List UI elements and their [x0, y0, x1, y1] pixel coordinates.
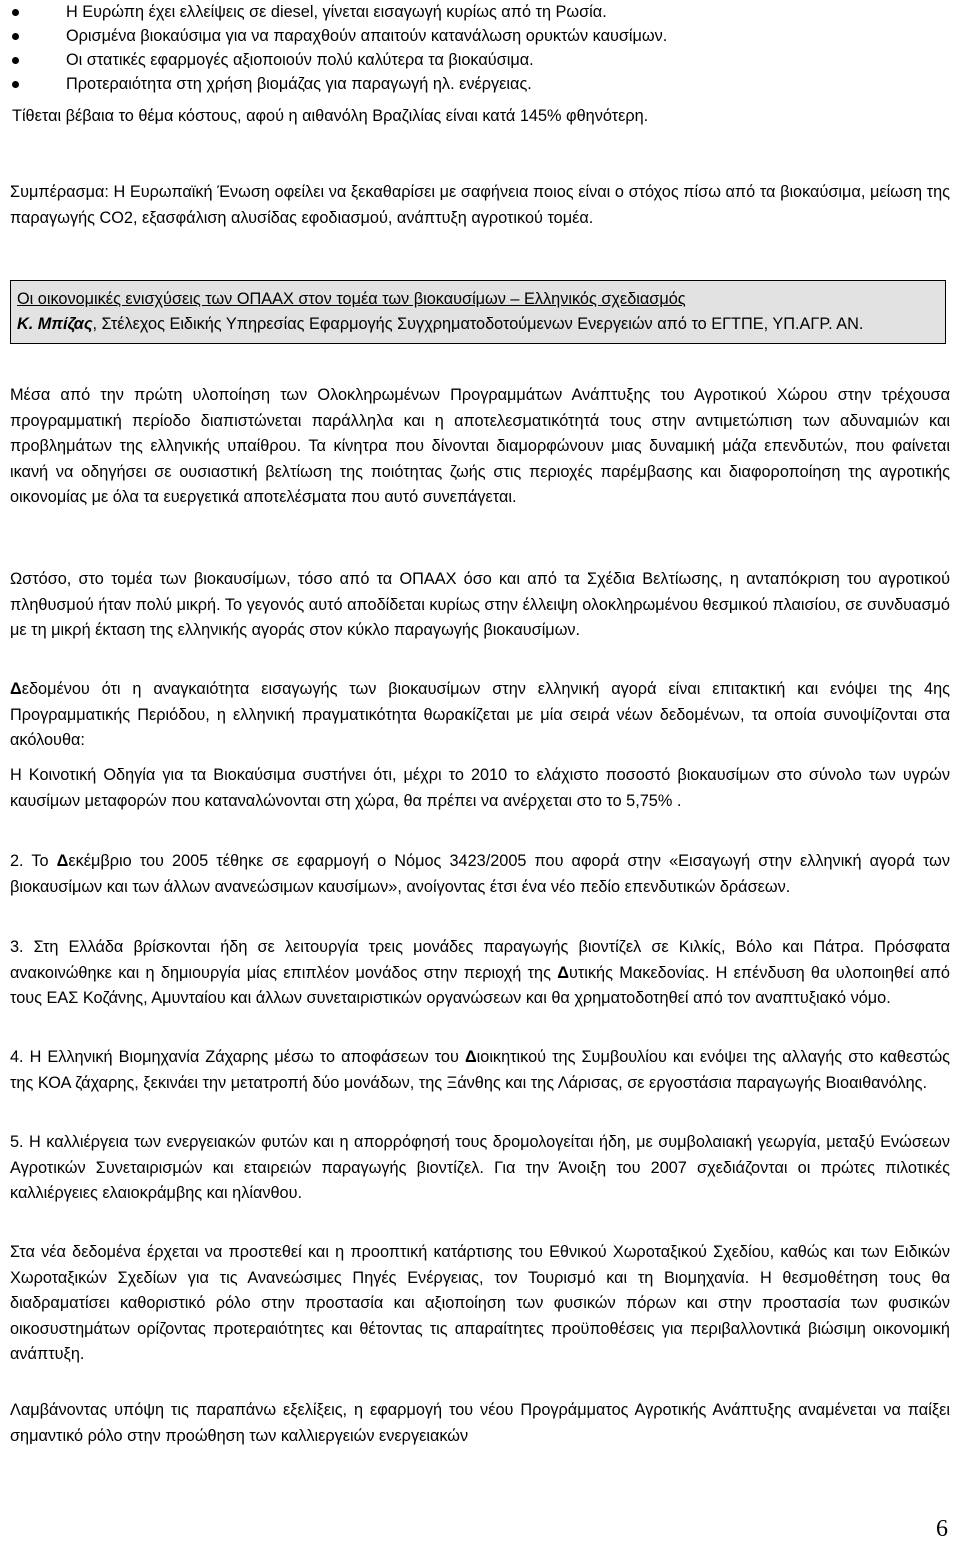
paragraph-text: Μέσα από την πρώτη υλοποίηση των Ολοκληρωμένων Προγραμμάτων Ανάπτυξης του Αγροτικού Χώρου στην τρέχουσα προγραμματική περίοδο διαπιστώνεται παράλληλα και η αποτελεσματικότητά τους στην αντιμετώπιση των αδυναμιών και προβλημάτων της ελληνικής υπαίθρου. Τα κίνητρα που δίνονται διαμορφώνουν μιας δυναμική μάζα επενδυτών, που φαίνεται ικανή να οδηγήσει σε ουσιαστική βελτίωση της ποιότητας ζωής στις περιοχές παρέμβασης και διαφοροποίηση της αγροτικής οικονομίας με όλα τα ευεργετικά αποτελέσματα που αυτό συνεπάγεται. [10, 386, 950, 506]
drop-letter: Δ [10, 680, 22, 698]
bullet-icon [12, 57, 19, 64]
conclusion-text: Συμπέρασμα: Η Ευρωπαϊκή Ένωση οφείλει να ξεκαθαρίσει με σαφήνεια ποιος είναι ο στόχος πίσω από τα βιοκαύσιμα, μείωση της παραγωγής CO2, εξασφάλιση αλυσίδας εφοδιασμού, ανάπτυξη αγροτικού τομέα. [10, 183, 950, 227]
drop-letter: Δ [557, 963, 569, 982]
bullet-text: Προτεραιότητα στη χρήση βιομάζας για παραγωγή ηλ. ενέργειας. [66, 75, 532, 93]
bullet-icon [12, 81, 19, 88]
author-name: Κ. Μπίζας [17, 315, 93, 333]
paragraph-text: Ωστόσο, στο τομέα των βιοκαυσίμων, τόσο από τα ΟΠΑΑΧ όσο και από τα Σχέδια Βελτίωσης, η ανταπόκριση του αγροτικού πληθυσμού ήταν πολύ μικρή. Το γεγονός αυτό αποδίδεται κυρίως στην έλλειψη ολοκληρωμένου θεσμικού πλαισίου, σε συνδυασμό με τη μικρή έκταση της ελληνικής αγοράς στον κύκλο παραγωγής βιοκαυσίμων. [10, 570, 950, 639]
paragraph-body: 3. Στη Ελλάδα βρίσκονται ήδη σε λειτουργία τρεις μονάδες παραγωγής βιοντίζελ σε Κιλκίς, Βόλο και Πάτρα. Πρόσφατα ανακοινώθηκε και η δημιουργία μίας επιπλέον μονάδος στην περιοχή της [10, 938, 950, 982]
paragraph-10 [10, 1398, 950, 1449]
cost-note: Τίθεται βέβαια το θέμα κόστους, αφού η αιθανόλη Βραζιλίας είναι κατά 145% φθηνότερη. [12, 107, 649, 125]
paragraph-9 [10, 1240, 950, 1368]
paragraph-text [10, 935, 950, 1012]
bullet-list [12, 0, 952, 128]
paragraph-body: εδομένου ότι η αναγκαιότητα εισαγωγής των βιοκαυσίμων στην ελληνική αγορά είναι επιτακτική και ενόψει της 4ης Προγραμματικής Περιόδου, η ελληνική πραγματικότητα θωρακίζεται με μία σειρά νέων δεδομένων, τα οποία συνοψίζονται στα ακόλουθα: [10, 680, 950, 749]
bullet-text: Οι στατικές εφαρμογές αξιοποιούν πολύ καλύτερα τα βιοκαύσιμα. [66, 51, 534, 69]
paragraph-text: Λαμβάνοντας υπόψη τις παραπάνω εξελίξεις, η εφαρμογή του νέου Προγράμματος Αγροτικής Ανάπτυξης αναμένεται να παίξει σημαντικό ρόλο στην προώθηση των καλλιεργειών ενεργειακών [10, 1401, 950, 1445]
paragraph-text: Στα νέα δεδομένα έρχεται να προστεθεί και η προοπτική κατάρτισης του Εθνικού Χωροταξικού Σχεδίου, καθώς και των Ειδικών Χωροταξικών Σχεδίων για τις Ανανεώσιμες Πηγές Ενέργειας, τον Τουρισμό και τη Βιομηχανία. Η θεσμοθέτηση τους θα διαδραματίσει καθοριστικό ρόλο στην προστασία και αξιοποίηση των φυσικών πόρων και στην προστασία των φυσικών οικοσυστημάτων ορίζοντας προτεραιότητες και θέτοντας τις απαραίτητες προϋποθέσεις για περιβαλλοντικά βιώσιμη οικονομική ανάπτυξη. [10, 1243, 950, 1363]
paragraph-3 [10, 677, 950, 754]
paragraph-body: υτικής Μακεδονίας. Η επένδυση θα υλοποιηθεί από τους ΕΑΣ Κοζάνης, Αμυνταίου και άλλων συνεταιριστικών οργανώσεων και θα χρηματοδοτηθεί από τον αναπτυξιακό νόμο. [10, 963, 950, 1007]
conclusion-paragraph [10, 180, 950, 231]
paragraph-text [10, 849, 950, 900]
list-item [12, 24, 952, 48]
paragraph-text [10, 677, 950, 754]
article-author [17, 312, 939, 337]
paragraph-body: ιοικητικού της Συμβουλίου και ενόψει της αλλαγής στο καθεστώς της ΚΟΑ ζάχαρης, ξεκινάει την μετατροπή δύο μονάδων, της Ξάνθης και της Λάρισας, σε εργοστάσια παραγωγής Βιοαιθανόλης. [10, 1048, 951, 1092]
paragraph-text [10, 1045, 950, 1096]
bullet-text: Ορισμένα βιοκαύσιμα για να παραχθούν απαιτούν κατανάλωση ορυκτών καυσίμων. [66, 27, 668, 45]
article-header-box [10, 280, 946, 344]
bullet-icon [12, 33, 19, 40]
drop-letter: Δ [464, 1048, 477, 1066]
paragraph-body: εκέμβριο του 2005 τέθηκε σε εφαρμογή ο Νόμος 3423/2005 που αφορά στην «Εισαγωγή στην ελληνική αγορά των βιοκαυσίμων και των άλλων ανανεώσιμων καυσίμων», ανοίγοντας έτσι ένα νέο πεδίο επενδυτικών δράσεων. [10, 852, 950, 896]
paragraph-8 [10, 1130, 950, 1207]
paragraph-1 [10, 383, 950, 511]
paragraph-7 [10, 1045, 950, 1096]
paragraph-body: 2. Το [10, 852, 57, 870]
paragraph-4 [10, 763, 950, 814]
list-item [12, 0, 952, 24]
paragraph-6 [10, 935, 950, 1012]
drop-letter: Δ [56, 852, 69, 870]
bullet-text: Η Ευρώπη έχει ελλείψεις σε diesel, γίνεται εισαγωγή κυρίως από τη Ρωσία. [66, 3, 607, 21]
paragraph-text: Η Κοινοτική Οδηγία για τα Βιοκαύσιμα συστήνει ότι, μέχρι το 2010 το ελάχιστο ποσοστό βιοκαυσίμων στο σύνολο των υγρών καυσίμων μεταφορών που καταναλώνονται στη χώρα, θα πρέπει να ανέρχεται στο το 5,75% . [10, 766, 950, 810]
paragraph-body: 4. Η Ελληνική Βιομηχανία Ζάχαρης μέσω το αποφάσεων του [10, 1048, 465, 1066]
list-item [12, 48, 952, 72]
paragraph-text: 5. Η καλλιέργεια των ενεργειακών φυτών και η απορρόφησή τους δρομολογείται ήδη, με συμβολαιακή γεωργία, μεταξύ Ενώσεων Αγροτικών Συνεταιρισμών και εταιρειών παραγωγής βιοντίζελ. Για την Άνοιξη του 2007 σχεδιάζονται οι πρώτες πιλοτικές καλλιέργειες ελαιοκράμβης και ηλίανθου. [10, 1133, 950, 1202]
page-number: 6 [936, 1516, 948, 1542]
article-title: Οι οικονομικές ενισχύσεις των ΟΠΑΑΧ στον τομέα των βιοκαυσίμων – Ελληνικός σχεδιασμός [17, 290, 686, 308]
bullet-icon [12, 9, 19, 16]
paragraph-2 [10, 567, 950, 644]
list-item [12, 72, 952, 96]
author-role: , Στέλεχος Ειδικής Υπηρεσίας Εφαρμογής Συγχρηματοδοτούμενων Ενεργειών από το ΕΓΤΠΕ, ΥΠ.ΑΓΡ. ΑΝ. [92, 315, 864, 333]
paragraph-5 [10, 849, 950, 900]
